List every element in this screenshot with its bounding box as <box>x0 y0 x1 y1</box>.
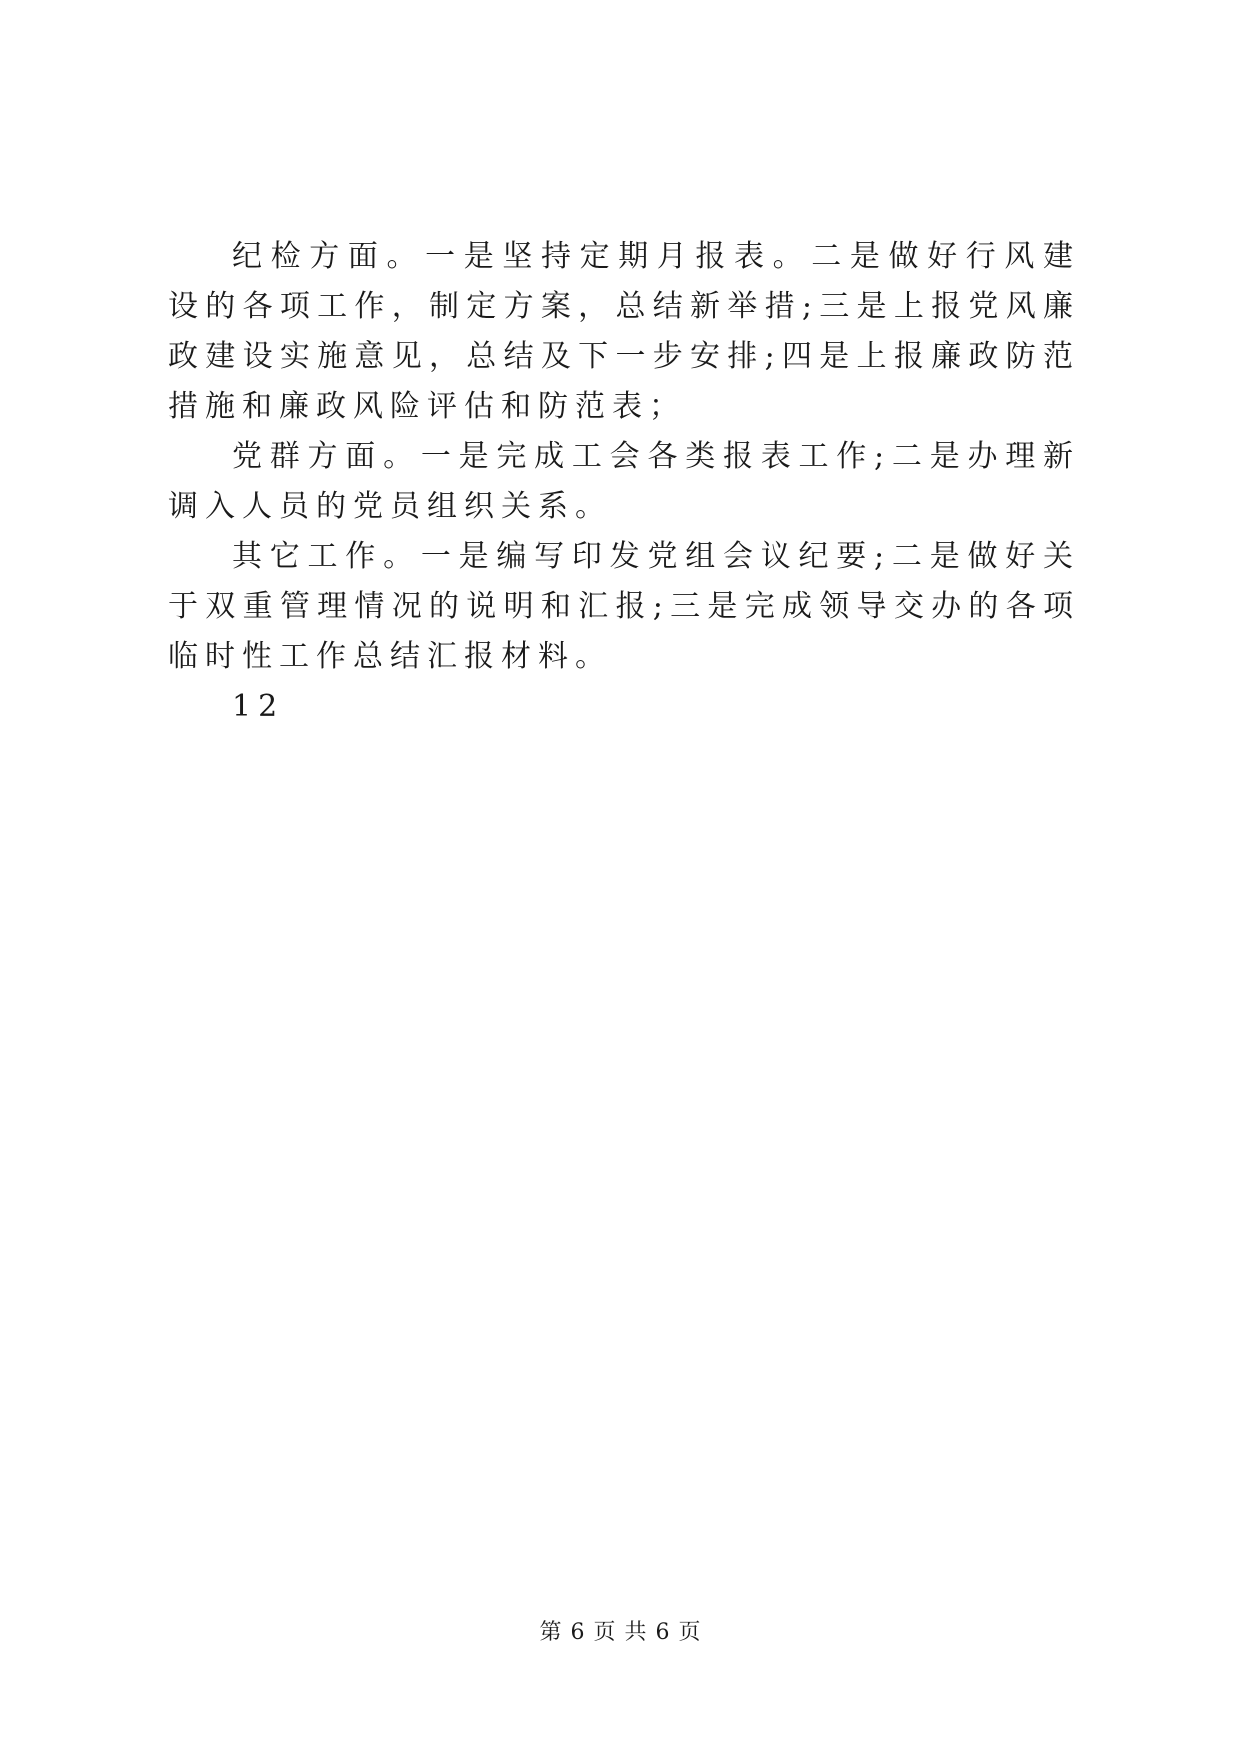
paragraph-discipline-inspection: 纪检方面。一是坚持定期月报表。二是做好行风建设的各项工作，制定方案，总结新举措;三是上报党风廉政建设实施意见，总结及下一步安排;四是上报廉政防范措施和廉政风险评估和防范表； <box>168 239 1080 424</box>
document-body <box>168 232 1080 732</box>
paragraph-other-work: 其它工作。一是编写印发党组会议纪要;二是做好关于双重管理情况的说明和汇报;三是完成领导交办的各项临时性工作总结汇报材料。 <box>168 539 1080 674</box>
paragraph-number: 12 <box>232 689 285 724</box>
page-number-footer: 第 6 页 共 6 页 <box>539 1620 702 1645</box>
paragraph-party-mass-work: 党群方面。一是完成工会各类报表工作;二是办理新调入人员的党员组织关系。 <box>168 439 1080 524</box>
